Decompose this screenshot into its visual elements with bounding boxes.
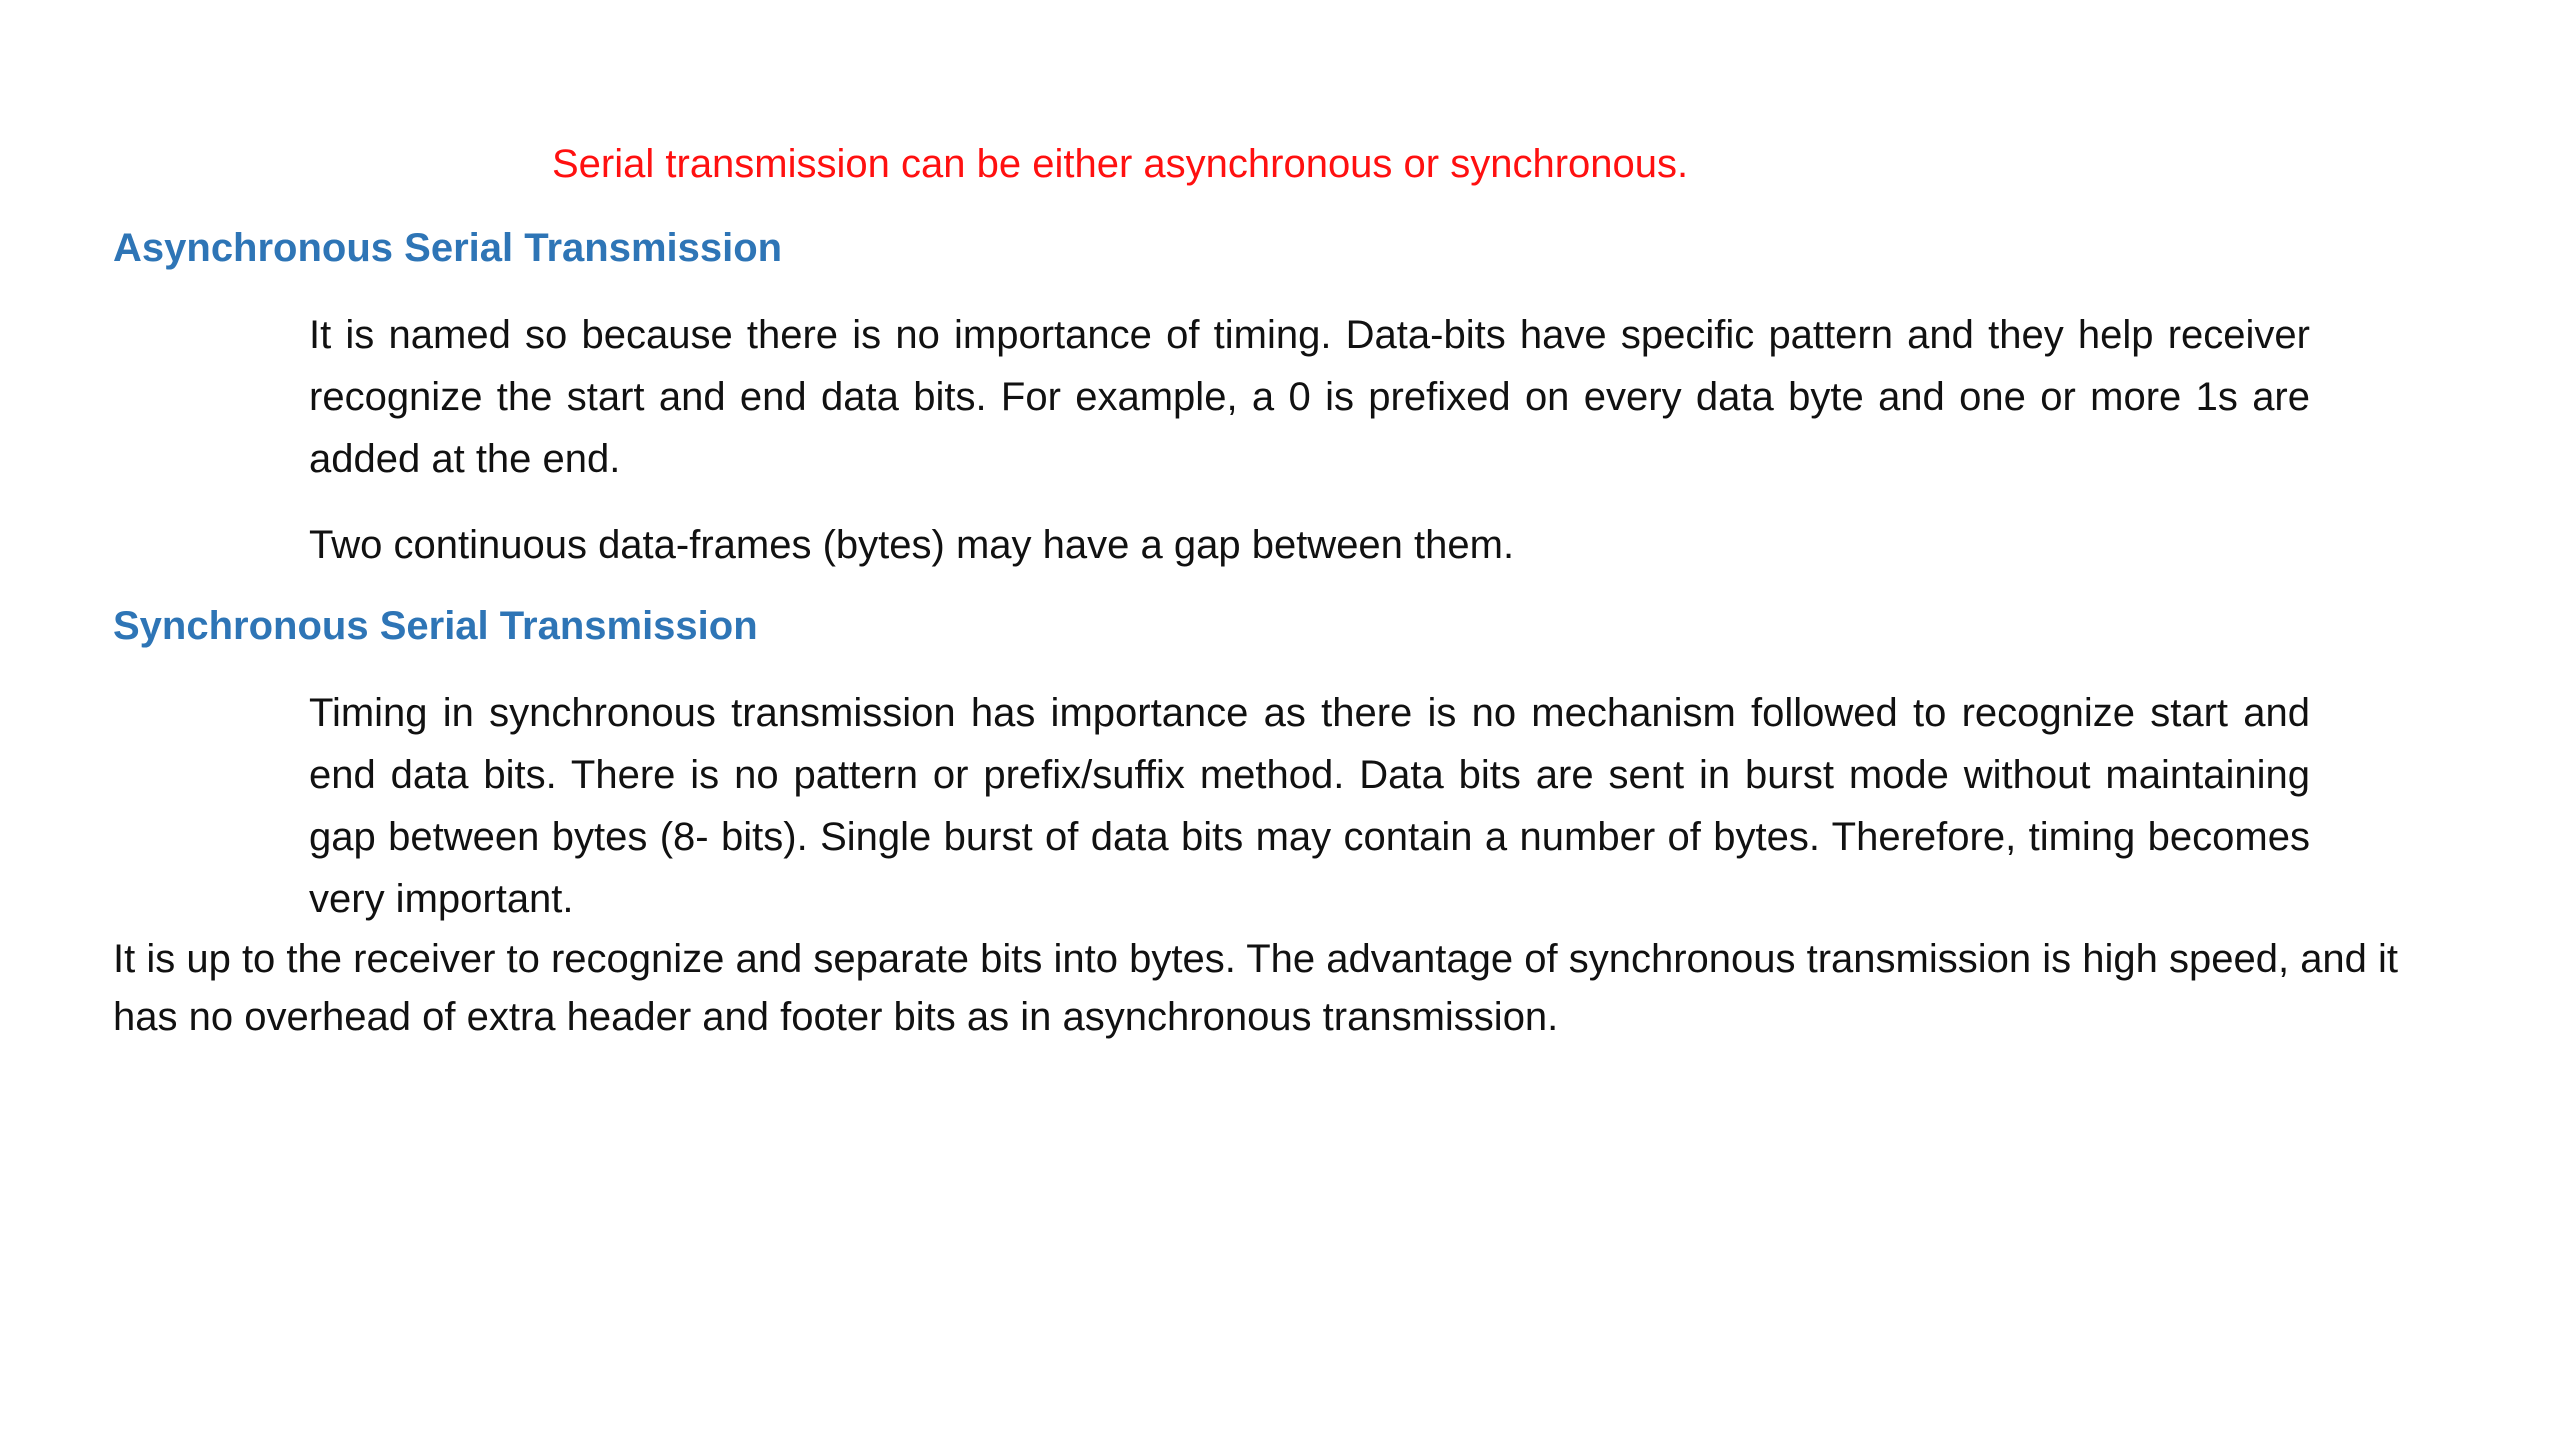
intro-line: Serial transmission can be either asynchronous or synchronous. [552,142,1689,186]
sync-paragraph-1: Timing in synchronous transmission has importance as there is no mechanism followed to recognize start and end data bits. There is no pattern or prefix/suffix method. Data bits are sent in burst mode without maintaining gap between bytes (8- bits). Single burst of data bits may contain a number of bytes. Therefore, timing becomes very important. [309,691,2310,921]
sync-heading: Synchronous Serial Transmission [113,604,758,648]
async-heading: Asynchronous Serial Transmission [113,226,783,270]
async-paragraph-2: Two continuous data-frames (bytes) may have a gap between them. [309,523,1515,567]
async-paragraph-1: It is named so because there is no importance of timing. Data-bits have specific pattern and they help receiver recognize the start and end data bits. For example, a 0 is prefixed on every data byte and one or more 1s are added at the end. [309,313,2310,481]
sync-paragraph-2: It is up to the receiver to recognize and separate bits into bytes. The advantage of synchronous transmission is high speed, and it has no overhead of extra header and footer bits as in asynchronous transmission. [113,937,2399,1039]
